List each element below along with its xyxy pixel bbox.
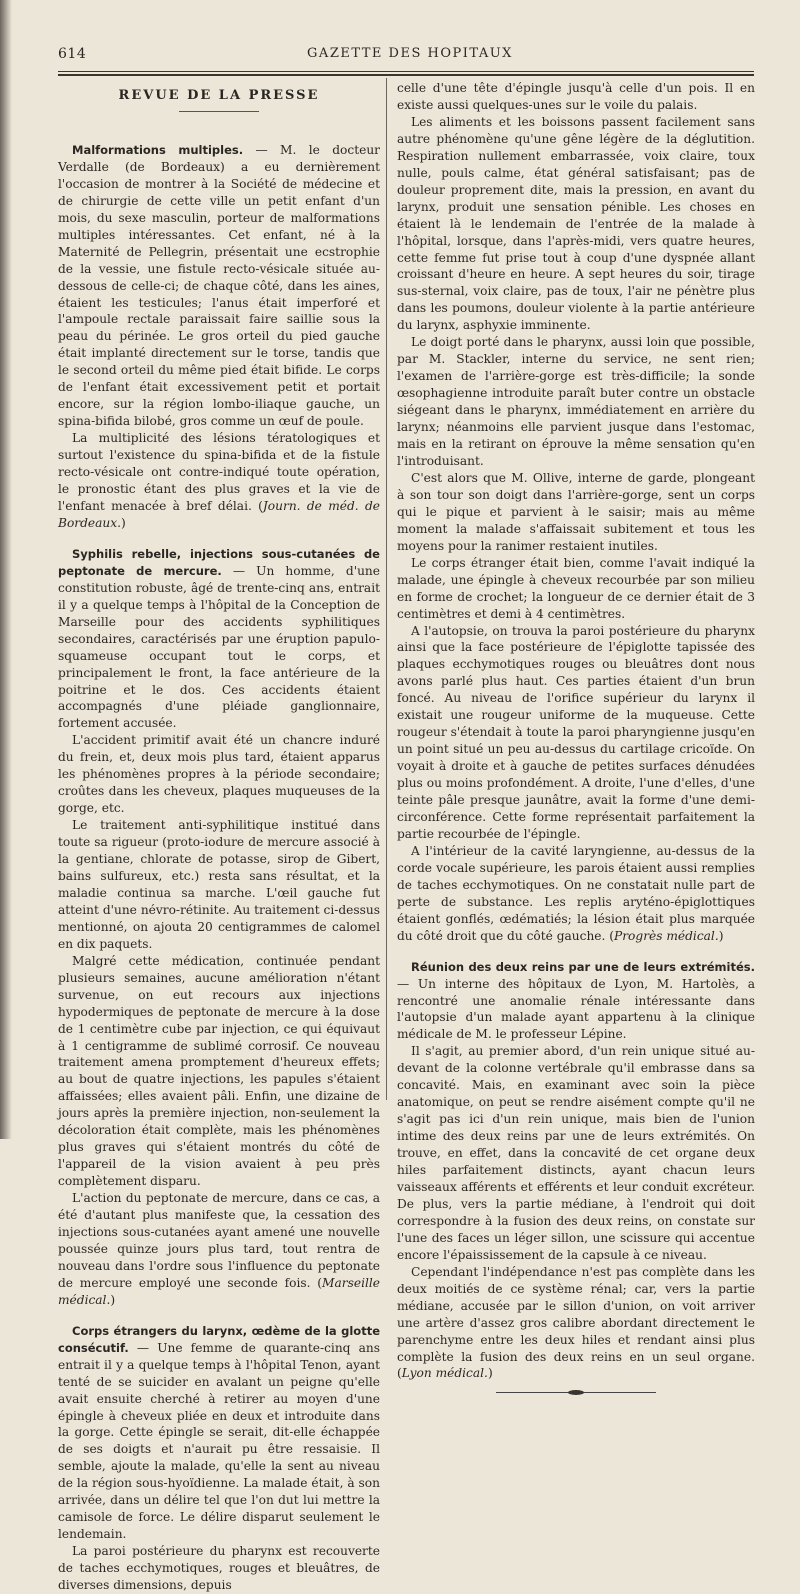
left-column bbox=[58, 80, 380, 1594]
article-paragraph: La multiplicité des lésions tératologiques et surtout l'existence du spina-bifida et de la fistule recto-vésicale ont contre-indiqué toute opération, le pronostic étant des plus graves et la vie de l'enfant menacée à bref délai. (Journ. de méd. de Bordeaux.) bbox=[58, 431, 380, 530]
article-paragraph: Malgré cette médication, continuée pendant plusieurs semaines, aucune amélioration n'étant survenue, on eut recours aux injections hypodermiques de peptonate de mercure à la dose de 1 centimètre cube par injection, ce qui équivaut à 1 centigramme de sublimé corrosif. Ce nouveau traitement amena promptement d'heureux effets; au bout de quatre injections, les papules s'étaient affaissées; elles avaient pâli. Enfin, une dizaine de jours après la première injection, non-seulement la décoloration était complète, mais les phénomènes plus graves qui s'étaient montrés du côté de l'appareil de la vision avaient à peu près complètement disparu. bbox=[58, 953, 380, 1189]
article-title: Corps étrangers du larynx, œdème de la glotte consécutif. bbox=[58, 1323, 380, 1355]
article-title: Malformations multiples. bbox=[72, 142, 244, 157]
source-citation: Progrès médical. bbox=[614, 928, 719, 943]
page-number: 614 bbox=[58, 46, 87, 62]
article-title: Syphilis rebelle, injections sous-cutanées de peptonate de mercure. bbox=[58, 546, 380, 578]
article-corps-etrangers bbox=[58, 1323, 380, 1594]
article-paragraph: C'est alors que M. Ollive, interne de garde, plongeant à son tour son doigt dans l'arrière-gorge, sent un corps qui le pique et parvient à le saisir; mais au même moment la malade s'affaissait subitement et tous les moyens pour la ranimer restaient inutiles. bbox=[397, 470, 755, 553]
source-citation: Marseille médical. bbox=[58, 1275, 380, 1307]
header-rule bbox=[58, 71, 754, 72]
article-paragraph: celle d'une tête d'épingle jusqu'à celle d'un pois. Il en existe aussi quelques-unes sur le voile du palais. bbox=[397, 81, 755, 112]
running-title: GAZETTE DES HOPITAUX bbox=[307, 46, 513, 61]
article-paragraph: L'accident primitif avait été un chancre induré du frein, et, deux mois plus tard, étaient apparus les phénomènes propres à la période secondaire; croûtes dans les cheveux, plaques muqueuses de la gorge, etc. bbox=[58, 733, 380, 816]
page-binding-edge bbox=[0, 0, 12, 1139]
article-paragraph: Malformations multiples. — M. le docteur Verdalle (de Bordeaux) a eu dernièrement l'occasion de montrer à la Société de médecine et de chirurgie de cette ville un petit enfant d'un mois, du sexe masculin, porteur de malformations multiples intéressantes. Cet enfant, né à la Maternité de Pellegrin, présentait une ecstrophie de la vessie, une fistule recto-vésicale située au-dessous de celle-ci; de chaque côté, dans les aines, étaient les testicules; l'anus était imperforé et l'ampoule rectale paraissait faire saillie sous la peau du périnée. Le gros orteil du pied gauche était implanté directement sur le torse, tandis que le second orteil du même pied était bifide. Le corps de l'enfant était excessivement petit et portait encore, sur la région lombo-iliaque gauche, un spina-bifida bilobé, gros comme un œuf de poule. bbox=[58, 142, 381, 429]
column-divider bbox=[386, 78, 387, 1100]
article-paragraph: Syphilis rebelle, injections sous-cutanées de peptonate de mercure. — Un homme, d'une constitution robuste, âgé de trente-cinq ans, entrait il y a quelque temps à l'hôpital de la Conception de Marseille pour des accidents syphilitiques secondaires, caractérisés par une éruption papulo-squameuse occupant tout le corps, et principalement le front, la face antérieure de la poitrine et le dos. Ces accidents étaient accompagnés d'une pléiade ganglionnaire, fortement accusée. bbox=[58, 546, 380, 731]
ornament bbox=[568, 1390, 584, 1395]
article-syphilis bbox=[58, 546, 380, 1309]
header-rule-thick bbox=[58, 74, 754, 76]
article-paragraph: La paroi postérieure du pharynx est recouverte de taches ecchymotiques, rouges et bleuâtres, de diverses dimensions, depuis bbox=[58, 1544, 380, 1593]
article-paragraph: A l'intérieur de la cavité laryngienne, au-dessus de la corde vocale supérieure, les parois étaient aussi remplies de taches ecchymotiques. On ne constatait nulle part de perte de substance. Les replis aryténo-épiglottiques étaient gonflés, œdématiés; la lésion était plus marquée du côté droit que du côté gauche. (Progrès médical.) bbox=[397, 843, 755, 943]
article-paragraph: L'action du peptonate de mercure, dans ce cas, a été d'autant plus manifeste que, la cessation des injections sous-cutanées ayant amené une nouvelle poussée quinze jours plus tard, tout rentra de nouveau dans l'ordre sous l'influence du peptonate de mercure employé une seconde fois. (Marseille médical.) bbox=[58, 1191, 380, 1307]
article-paragraph: A l'autopsie, on trouva la paroi postérieure du pharynx ainsi que la face postérieure de l'épiglotte tapissée des plaques ecchymotiques rouges ou bleuâtres dont nous avons parlé plus haut. Ces parties étaient d'un brun foncé. Au niveau de l'orifice supérieur du larynx il existait une rougeur uniforme de la muqueuse. Cette rougeur s'étendait à toute la paroi pharyngienne jusqu'en un point situé un peu au-dessus du cartilage cricoïde. On voyait à droite et à gauche de petites surfaces dénudées plus ou moins profondément. A droite, l'une d'elles, d'une teinte pâle presque jaunâtre, avait la forme d'une demi-circonférence. Cette forme représentait parfaitement la partie recourbée de l'épingle. bbox=[397, 623, 755, 841]
article-paragraph: Le traitement anti-syphilitique institué dans toute sa rigueur (proto-iodure de mercure associé à la gentiane, chlorate de potasse, sirop de Gibert, bains sulfureux, etc.) resta sans résultat, et la maladie continua sa marche. L'œil gauche fut atteint d'une névro-rétinite. Au traitement ci-dessus mentionné, on ajouta 20 centigrammes de calomel en dix paquets. bbox=[58, 818, 380, 951]
article-paragraph: Réunion des deux reins par une de leurs extrémités. — Un interne des hôpitaux de Lyon, M. Hartolès, a rencontré une anomalie rénale intéressante dans l'autopsie d'un malade ayant appartenu à la clinique médicale de M. le professeur Lépine. bbox=[397, 959, 755, 1042]
end-ornament-rule bbox=[496, 1392, 656, 1393]
article-reins bbox=[397, 959, 755, 1383]
article-paragraph: Corps étrangers du larynx, œdème de la glotte consécutif. — Une femme de quarante-cinq ans entrait il y a quelque temps à l'hôpital Tenon, ayant tenté de se suicider en avalant un peigne qu'elle avait ensuite cherché à retirer au moyen d'une épingle à cheveux pliée en deux et introduite dans la gorge. Cette épingle se serait, dit-elle échappée de ses doigts et n'aurait pu être ressaisie. Il semble, ajoute la malade, qu'elle la sent au niveau de la région sous-hyoïdienne. La malade était, à son arrivée, dans un délire tel que l'on dut lui mettre la camisole de force. Le délire disparut seulement le lendemain. bbox=[58, 1323, 380, 1542]
article-paragraph: Il s'agit, au premier abord, d'un rein unique situé au-devant de la colonne vertébrale qu'il embrasse dans sa concavité. Mais, en examinant avec soin la pièce anatomique, on peut se rendre aisément compte qu'il ne s'agit pas ici d'un rein unique, mais bien de l'union intime des deux reins par une de leurs extrémités. On trouve, en effet, dans la concavité de cet organe deux hiles parfaitement distincts, ayant chacun leurs vaisseaux afférents et efférents et leur conduit excréteur. De plus, vers la partie médiane, à l'endroit qui doit correspondre à la fusion des deux reins, on constate sur l'une des faces un léger sillon, une scissure qui accentue encore l'épaississement de la capsule à ce niveau. bbox=[397, 1044, 755, 1262]
section-title: REVUE DE LA PRESSE bbox=[118, 88, 320, 103]
section-title-rule bbox=[179, 111, 259, 112]
article-paragraph: Les aliments et les boissons passent facilement sans autre phénomène qu'une gêne légère de la déglutition. Respiration nullement embarrassée, voix claire, toux nulle, pouls calme, état général satisfaisant; pas de douleur proprement dite, mais la pression, en avant du larynx, produit une sensation pénible. Les choses en étaient là le lendemain de l'entrée de la malade à l'hôpital, lorsque, dans l'après-midi, vers quatre heures, cette femme fut prise tout à coup d'une dyspnée allant croissant d'heure en heure. A sept heures du soir, tirage sus-sternal, voix claire, pas de toux, l'air ne pénètre plus dans les poumons, douleur violente à la partie antérieure du larynx, asphyxie imminente. bbox=[397, 114, 755, 333]
article-malformations bbox=[58, 142, 380, 532]
source-citation: Lyon médical. bbox=[401, 1366, 488, 1381]
source-citation: Journ. de méd. de Bordeaux. bbox=[58, 498, 380, 530]
article-title: Réunion des deux reins par une de leurs extrémités. bbox=[411, 959, 755, 974]
page-header bbox=[40, 46, 780, 66]
article-paragraph: Le doigt porté dans le pharynx, aussi loin que possible, par M. Stackler, interne du service, ne sent rien; l'examen de l'arrière-gorge est très-difficile; la sonde œsophagienne introduite paraît buter contre un obstacle siégeant dans le pharynx, immédiatement en arrière du larynx; néanmoins elle parvient jusque dans l'estomac, mais en la retirant on éprouve la même sensation qu'en l'introduisant. bbox=[397, 335, 755, 468]
article-paragraph: Le corps étranger était bien, comme l'avait indiqué la malade, une épingle à cheveux recourbée par son milieu en forme de crochet; la longueur de ce dernier était de 3 centimètres et demi à 4 centimètres. bbox=[397, 555, 755, 621]
article-paragraph: Cependant l'indépendance n'est pas complète dans les deux moitiés de ce système rénal; car, vers la partie médiane, accusée par le sillon d'union, on voit arriver une artère d'assez gros calibre abordant directement le parenchyme entre les deux hiles et rendant ainsi plus complète la fusion des deux reins en un seul organe. (Lyon médical.) bbox=[397, 1264, 755, 1381]
right-column bbox=[397, 80, 755, 1393]
